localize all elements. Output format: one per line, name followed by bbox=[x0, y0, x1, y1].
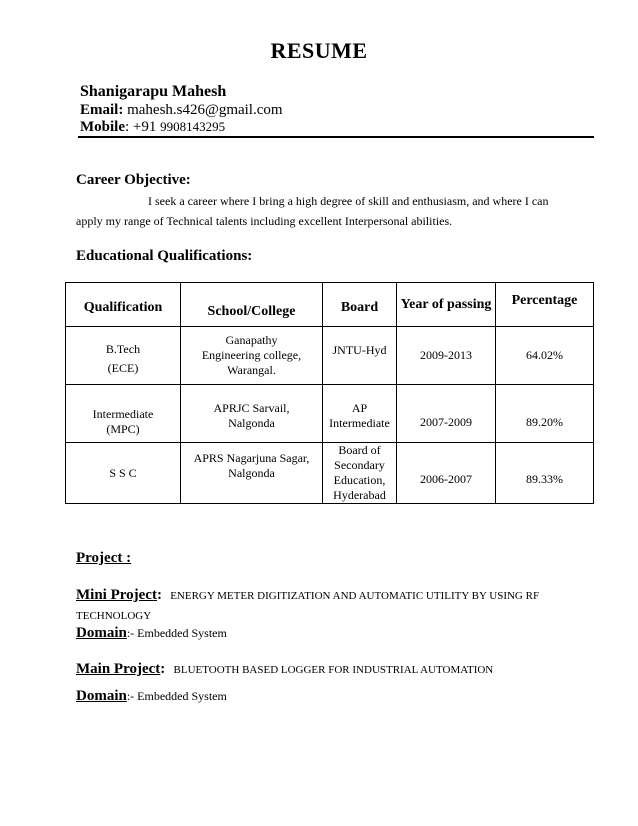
mobile-value: 9908143295 bbox=[160, 119, 226, 134]
mini-project-line: Mini Project: ENERGY METER DIGITIZATION AND AUTOMATIC UTILITY BY USING RF TECHNOLOGY bbox=[76, 587, 540, 622]
column-header: Qualification bbox=[66, 283, 181, 327]
email-line bbox=[80, 102, 283, 119]
education-heading: Educational Qualifications: bbox=[76, 248, 253, 264]
table-row bbox=[66, 443, 594, 504]
domain-value: :- Embedded System bbox=[126, 626, 227, 640]
table-header-row bbox=[66, 283, 594, 327]
header-divider bbox=[78, 136, 594, 138]
table-row bbox=[66, 385, 594, 443]
qualification-cell: S S C bbox=[66, 443, 181, 504]
board-cell: Board of Secondary Education, Hyderabad bbox=[323, 443, 397, 504]
mobile-line bbox=[80, 119, 225, 136]
main-project-text: BLUETOOTH BASED LOGGER FOR INDUSTRIAL AUTOMATION bbox=[173, 664, 494, 676]
year-cell: 2009-2013 bbox=[397, 327, 496, 385]
main-project-label: Main Project bbox=[76, 661, 161, 677]
year-cell: 2006-2007 bbox=[397, 443, 496, 504]
percentage-cell: 89.33% bbox=[496, 443, 594, 504]
column-header: Year of passing bbox=[397, 283, 496, 327]
column-header: Board bbox=[323, 283, 397, 327]
board-cell: JNTU-Hyd bbox=[323, 327, 397, 385]
domain-label: Domain bbox=[76, 625, 127, 641]
domain-line-1 bbox=[76, 625, 227, 642]
main-project-line: Main Project: BLUETOOTH BASED LOGGER FOR INDUSTRIAL AUTOMATION bbox=[76, 661, 494, 677]
email-label: Email: bbox=[80, 102, 124, 118]
candidate-name: Shanigarapu Mahesh bbox=[80, 83, 227, 100]
year-cell: 2007-2009 bbox=[397, 385, 496, 443]
domain-value: :- Embedded System bbox=[126, 689, 227, 703]
education-table bbox=[65, 282, 594, 504]
table-row bbox=[66, 327, 594, 385]
qualification-cell: Intermediate (MPC) bbox=[66, 385, 181, 443]
mobile-label: Mobile bbox=[80, 119, 125, 135]
qualification-cell: B.Tech (ECE) bbox=[66, 327, 181, 385]
resume-title: RESUME bbox=[270, 38, 368, 63]
career-objective-line-1: I seek a career where I bring a high degree of skill and enthusiasm, and where I can bbox=[148, 194, 549, 208]
percentage-cell: 64.02% bbox=[496, 327, 594, 385]
column-header: School/College bbox=[181, 283, 323, 327]
career-objective-line-2: apply my range of Technical talents including excellent Interpersonal abilities. bbox=[76, 214, 453, 228]
school-cell: Ganapathy Engineering college, Warangal. bbox=[181, 327, 323, 385]
mobile-prefix: : +91 bbox=[125, 119, 161, 135]
mini-project-text: ENERGY METER DIGITIZATION AND AUTOMATIC UTILITY BY USING RF TECHNOLOGY bbox=[76, 590, 540, 622]
domain-label: Domain bbox=[76, 688, 127, 704]
board-cell: AP Intermediate bbox=[323, 385, 397, 443]
column-header: Percentage bbox=[496, 283, 594, 327]
domain-line-2 bbox=[76, 688, 227, 705]
career-objective-heading: Career Objective: bbox=[76, 172, 191, 188]
school-cell: APRS Nagarjuna Sagar, Nalgonda bbox=[181, 443, 323, 504]
mini-project-label: Mini Project bbox=[76, 587, 157, 603]
percentage-cell: 89.20% bbox=[496, 385, 594, 443]
project-heading: Project : bbox=[76, 550, 132, 566]
email-value: mahesh.s426@gmail.com bbox=[127, 102, 283, 118]
school-cell: APRJC Sarvail, Nalgonda bbox=[181, 385, 323, 443]
